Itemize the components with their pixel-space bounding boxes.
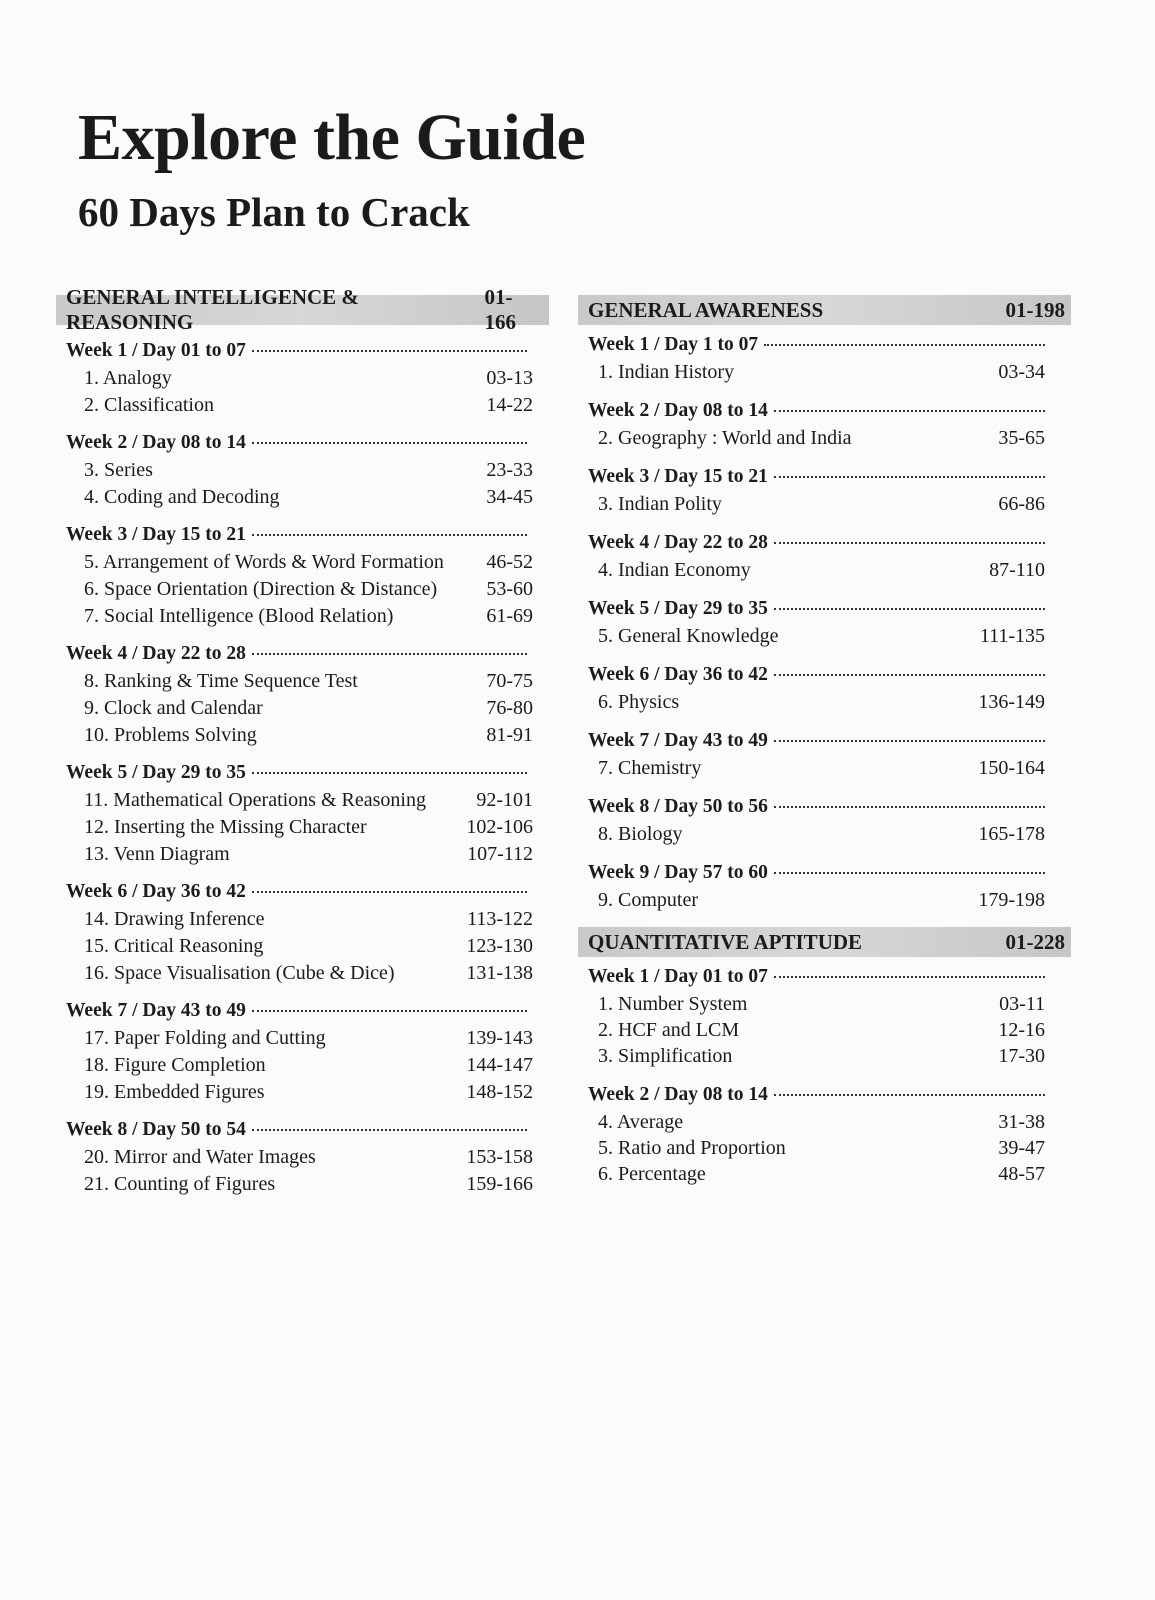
chapter-entry <box>578 491 1071 517</box>
chapter-pages: 39-47 <box>998 1137 1045 1159</box>
chapter-entry <box>56 814 549 841</box>
chapter-entry <box>578 359 1071 385</box>
chapter-entry <box>56 1025 549 1052</box>
chapter-title: 17. Paper Folding and Cutting <box>84 1027 326 1049</box>
dot-leader <box>774 608 1045 610</box>
chapter-pages: 12-16 <box>998 1019 1045 1041</box>
chapter-pages: 17-30 <box>998 1045 1045 1067</box>
week-label: Week 6 / Day 36 to 42 <box>588 664 768 685</box>
chapter-title: 6. Percentage <box>598 1163 706 1185</box>
chapter-pages: 150-164 <box>978 757 1045 779</box>
chapter-title: 14. Drawing Inference <box>84 908 265 930</box>
dot-leader <box>764 344 1045 346</box>
chapter-title: 7. Chemistry <box>598 757 702 779</box>
chapter-pages: 31-38 <box>998 1111 1045 1133</box>
week-label: Week 5 / Day 29 to 35 <box>66 762 246 783</box>
chapter-entry <box>56 960 549 987</box>
section-header-awareness <box>578 295 1071 325</box>
chapter-title: 8. Ranking & Time Sequence Test <box>84 670 358 692</box>
week-label: Week 4 / Day 22 to 28 <box>588 532 768 553</box>
chapter-pages: 136-149 <box>978 691 1045 713</box>
section-title: GENERAL AWARENESS <box>588 297 824 322</box>
week-heading <box>578 963 1071 991</box>
week-label: Week 1 / Day 01 to 07 <box>66 340 246 361</box>
chapter-title: 4. Coding and Decoding <box>84 486 280 508</box>
chapter-pages: 107-112 <box>467 843 533 865</box>
week-block <box>578 1081 1071 1187</box>
chapter-entry <box>56 603 549 630</box>
week-label: Week 5 / Day 29 to 35 <box>588 598 768 619</box>
chapter-entry <box>56 906 549 933</box>
chapter-entry <box>578 821 1071 847</box>
chapter-entry <box>56 1144 549 1171</box>
chapter-title: 4. Average <box>598 1111 684 1133</box>
week-label: Week 3 / Day 15 to 21 <box>66 524 246 545</box>
week-block <box>56 640 549 749</box>
section-page-range: 01-166 <box>484 285 516 334</box>
chapter-pages: 81-91 <box>486 724 533 746</box>
chapter-title: 1. Analogy <box>84 367 172 389</box>
chapter-title: 3. Indian Polity <box>598 493 722 515</box>
chapter-title: 4. Indian Economy <box>598 559 751 581</box>
week-label: Week 4 / Day 22 to 28 <box>66 643 246 664</box>
week-heading <box>578 331 1071 359</box>
chapter-entry <box>578 689 1071 715</box>
chapter-entry <box>56 1171 549 1198</box>
dot-leader <box>252 1129 527 1131</box>
week-block <box>56 878 549 987</box>
dot-leader <box>252 442 527 444</box>
chapter-title: 9. Clock and Calendar <box>84 697 263 719</box>
chapter-title: 12. Inserting the Missing Character <box>84 816 367 838</box>
week-heading <box>578 595 1071 623</box>
chapter-entry <box>56 392 549 419</box>
week-heading <box>56 878 549 906</box>
week-list <box>56 337 549 1198</box>
chapter-pages: 113-122 <box>467 908 533 930</box>
chapter-pages: 48-57 <box>998 1163 1045 1185</box>
week-block <box>578 529 1071 583</box>
chapter-entry <box>56 457 549 484</box>
chapter-entry <box>56 933 549 960</box>
section-header-quant <box>578 927 1071 957</box>
chapter-pages: 23-33 <box>486 459 533 481</box>
chapter-title: 7. Social Intelligence (Blood Relation) <box>84 605 394 627</box>
dot-leader <box>252 653 527 655</box>
chapter-title: 3. Series <box>84 459 153 481</box>
dot-leader <box>252 772 527 774</box>
chapter-pages: 03-11 <box>999 993 1045 1015</box>
chapter-entry <box>578 623 1071 649</box>
chapter-title: 2. Geography : World and India <box>598 427 852 449</box>
chapter-entry <box>578 557 1071 583</box>
page-title: Explore the Guide <box>78 101 586 174</box>
chapter-title: 16. Space Visualisation (Cube & Dice) <box>84 962 395 984</box>
week-block <box>578 859 1071 913</box>
dot-leader <box>774 410 1045 412</box>
chapter-pages: 179-198 <box>978 889 1045 911</box>
week-block <box>578 463 1071 517</box>
week-heading <box>578 1081 1071 1109</box>
week-list <box>578 963 1071 1187</box>
chapter-entry <box>578 991 1071 1017</box>
week-heading <box>56 1116 549 1144</box>
section-page-range: 01-228 <box>1005 929 1065 954</box>
week-label: Week 1 / Day 01 to 07 <box>588 966 768 987</box>
chapter-pages: 76-80 <box>486 697 533 719</box>
chapter-entry <box>56 787 549 814</box>
chapter-entry <box>578 887 1071 913</box>
week-heading <box>578 529 1071 557</box>
week-block <box>56 1116 549 1198</box>
chapter-pages: 14-22 <box>486 394 533 416</box>
chapter-entry <box>56 722 549 749</box>
chapter-pages: 70-75 <box>486 670 533 692</box>
week-block <box>578 331 1071 385</box>
chapter-pages: 111-135 <box>979 625 1045 647</box>
chapter-entry <box>56 1052 549 1079</box>
week-block <box>578 793 1071 847</box>
week-label: Week 8 / Day 50 to 54 <box>66 1119 246 1140</box>
week-label: Week 2 / Day 08 to 14 <box>588 1084 768 1105</box>
chapter-entry <box>578 1135 1071 1161</box>
chapter-pages: 144-147 <box>466 1054 533 1076</box>
week-block <box>578 727 1071 781</box>
week-block <box>56 997 549 1106</box>
chapter-pages: 66-86 <box>998 493 1045 515</box>
week-heading <box>578 397 1071 425</box>
chapter-pages: 102-106 <box>466 816 533 838</box>
dot-leader <box>774 976 1045 978</box>
chapter-entry <box>56 841 549 868</box>
chapter-entry <box>56 484 549 511</box>
dot-leader <box>774 740 1045 742</box>
section-header-reasoning <box>56 285 549 334</box>
chapter-title: 18. Figure Completion <box>84 1054 266 1076</box>
week-block <box>578 661 1071 715</box>
chapter-entry <box>578 1043 1071 1069</box>
chapter-title: 19. Embedded Figures <box>84 1081 265 1103</box>
week-label: Week 1 / Day 1 to 07 <box>588 334 759 355</box>
chapter-pages: 87-110 <box>989 559 1045 581</box>
dot-leader <box>774 1094 1045 1096</box>
awareness-quant-column <box>578 295 1071 1199</box>
chapter-title: 20. Mirror and Water Images <box>84 1146 316 1168</box>
week-block <box>578 397 1071 451</box>
section-title: GENERAL INTELLIGENCE & REASONING <box>66 285 359 334</box>
week-label: Week 7 / Day 43 to 49 <box>588 730 768 751</box>
week-heading <box>578 793 1071 821</box>
chapter-entry <box>56 576 549 603</box>
dot-leader <box>774 674 1045 676</box>
week-label: Week 6 / Day 36 to 42 <box>66 881 246 902</box>
chapter-entry <box>56 365 549 392</box>
section-title: QUANTITATIVE APTITUDE <box>588 929 863 954</box>
chapter-title: 6. Physics <box>598 691 680 713</box>
dot-leader <box>774 806 1045 808</box>
dot-leader <box>252 534 527 536</box>
chapter-entry <box>578 1109 1071 1135</box>
chapter-title: 10. Problems Solving <box>84 724 257 746</box>
chapter-title: 21. Counting of Figures <box>84 1173 276 1195</box>
week-heading <box>56 997 549 1025</box>
week-block <box>56 429 549 511</box>
dot-leader <box>252 891 527 893</box>
dot-leader <box>774 542 1045 544</box>
chapter-entry <box>578 755 1071 781</box>
dot-leader <box>774 476 1045 478</box>
chapter-title: 5. Arrangement of Words & Word Formation <box>84 551 444 573</box>
week-heading <box>578 661 1071 689</box>
chapter-pages: 123-130 <box>466 935 533 957</box>
week-block <box>56 759 549 868</box>
chapter-pages: 139-143 <box>466 1027 533 1049</box>
week-block <box>578 595 1071 649</box>
chapter-pages: 131-138 <box>466 962 533 984</box>
chapter-title: 9. Computer <box>598 889 698 911</box>
chapter-pages: 35-65 <box>998 427 1045 449</box>
chapter-pages: 159-166 <box>466 1173 533 1195</box>
page-subtitle: 60 Days Plan to Crack <box>78 189 470 235</box>
week-heading <box>56 429 549 457</box>
week-label: Week 2 / Day 08 to 14 <box>66 432 246 453</box>
week-label: Week 8 / Day 50 to 56 <box>588 796 768 817</box>
week-list <box>578 331 1071 913</box>
week-block <box>56 521 549 630</box>
chapter-title: 2. Classification <box>84 394 214 416</box>
chapter-title: 6. Space Orientation (Direction & Distance) <box>84 578 438 600</box>
week-block <box>56 337 549 419</box>
chapter-pages: 03-13 <box>486 367 533 389</box>
reasoning-column <box>56 285 549 1208</box>
week-heading <box>578 859 1071 887</box>
chapter-entry <box>56 695 549 722</box>
chapter-pages: 148-152 <box>466 1081 533 1103</box>
chapter-title: 13. Venn Diagram <box>84 843 230 865</box>
chapter-entry <box>578 425 1071 451</box>
week-heading <box>56 337 549 365</box>
chapter-pages: 53-60 <box>486 578 533 600</box>
week-label: Week 7 / Day 43 to 49 <box>66 1000 246 1021</box>
chapter-pages: 03-34 <box>998 361 1045 383</box>
chapter-entry <box>578 1161 1071 1187</box>
chapter-title: 8. Biology <box>598 823 683 845</box>
chapter-title: 11. Mathematical Operations & Reasoning <box>84 789 426 811</box>
section-page-range: 01-198 <box>1005 297 1065 322</box>
chapter-title: 1. Number System <box>598 993 748 1015</box>
dot-leader <box>774 872 1045 874</box>
chapter-entry <box>578 1017 1071 1043</box>
chapter-entry <box>56 549 549 576</box>
chapter-pages: 92-101 <box>476 789 533 811</box>
week-heading <box>56 521 549 549</box>
chapter-title: 1. Indian History <box>598 361 735 383</box>
chapter-title: 15. Critical Reasoning <box>84 935 264 957</box>
chapter-pages: 165-178 <box>978 823 1045 845</box>
week-heading <box>578 463 1071 491</box>
chapter-title: 2. HCF and LCM <box>598 1019 740 1041</box>
dot-leader <box>252 1010 527 1012</box>
chapter-title: 5. Ratio and Proportion <box>598 1137 786 1159</box>
week-label: Week 3 / Day 15 to 21 <box>588 466 768 487</box>
chapter-pages: 34-45 <box>486 486 533 508</box>
chapter-pages: 46-52 <box>486 551 533 573</box>
chapter-entry <box>56 1079 549 1106</box>
chapter-title: 3. Simplification <box>598 1045 733 1067</box>
week-block <box>578 963 1071 1069</box>
chapter-title: 5. General Knowledge <box>598 625 779 647</box>
week-heading <box>56 759 549 787</box>
chapter-pages: 153-158 <box>466 1146 533 1168</box>
dot-leader <box>252 350 527 352</box>
chapter-pages: 61-69 <box>486 605 533 627</box>
week-heading <box>578 727 1071 755</box>
week-label: Week 2 / Day 08 to 14 <box>588 400 768 421</box>
chapter-entry <box>56 668 549 695</box>
week-heading <box>56 640 549 668</box>
week-label: Week 9 / Day 57 to 60 <box>588 862 768 883</box>
